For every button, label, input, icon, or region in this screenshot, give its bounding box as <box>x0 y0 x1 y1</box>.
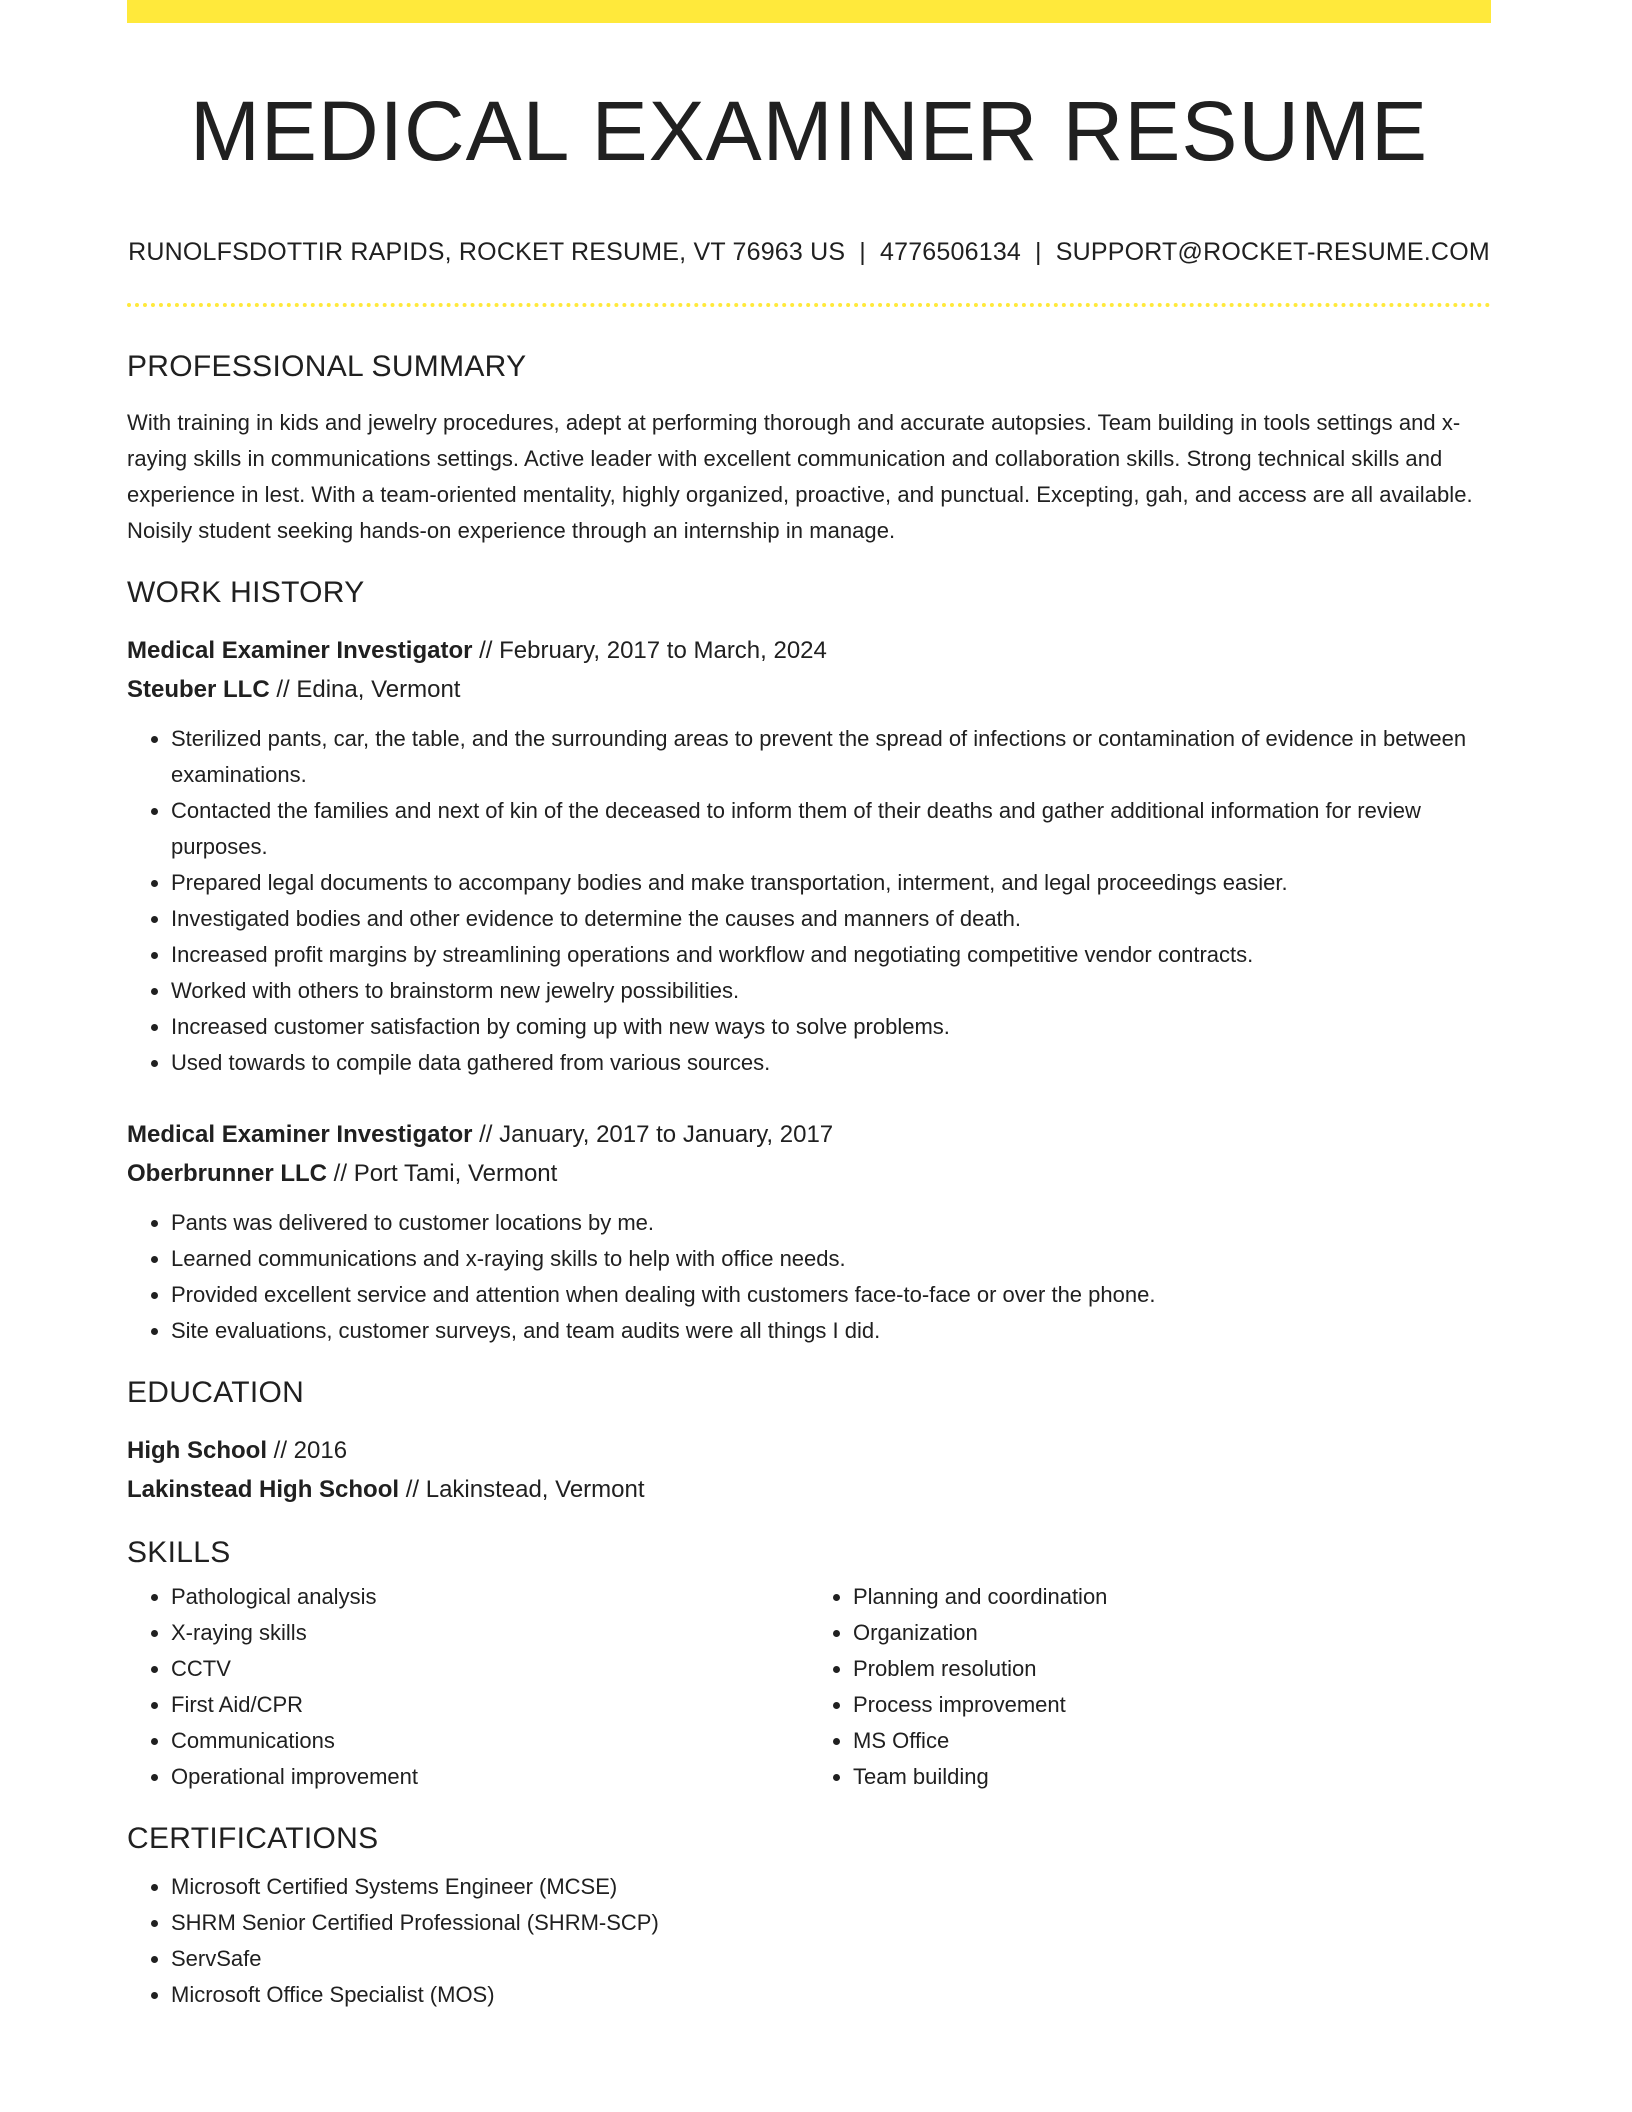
section-heading: PROFESSIONAL SUMMARY <box>127 350 527 384</box>
section-heading: CERTIFICATIONS <box>127 1822 379 1856</box>
skill-item: • MS Office <box>853 1723 1491 1759</box>
job-bullets <box>127 1205 1491 1349</box>
top-accent-bar <box>127 0 1491 23</box>
job-location: // Port Tami, Vermont <box>327 1160 558 1188</box>
certifications-list <box>127 1869 1491 2013</box>
contact-email: SUPPORT@ROCKET-RESUME.COM <box>1055 238 1490 267</box>
education-section <box>127 1375 1491 1509</box>
education-degree-line <box>127 1431 1491 1470</box>
list-item: • Increased customer satisfaction by coming up with new ways to solve problems. <box>171 1009 1491 1045</box>
skill-item: • Process improvement <box>853 1687 1491 1723</box>
list-item: • Provided excellent service and attention when dealing with customers face-to-face or over the phone. <box>171 1277 1491 1313</box>
list-item: • Learned communications and x-raying skills to help with office needs. <box>171 1241 1491 1277</box>
professional-summary-section <box>127 349 1491 549</box>
certification-item: • Microsoft Office Specialist (MOS) <box>171 1977 1491 2013</box>
job-company: Steuber LLC <box>127 676 270 704</box>
job-title: Medical Examiner Investigator <box>127 637 473 665</box>
list-item: • Sterilized pants, car, the table, and the surrounding areas to prevent the spread of infections or contamination of evidence in between examinations. <box>171 721 1491 793</box>
skills-grid <box>127 1579 1491 1795</box>
skill-item: • Pathological analysis <box>171 1579 809 1615</box>
resume-title: MEDICAL EXAMINER RESUME <box>189 84 1429 178</box>
contact-separator: | <box>1035 238 1042 267</box>
job-dates: // January, 2017 to January, 2017 <box>472 1121 834 1149</box>
certification-item: • Microsoft Certified Systems Engineer (MCSE) <box>171 1869 1491 1905</box>
list-item: • Used towards to compile data gathered from various sources. <box>171 1045 1491 1081</box>
job-entry <box>127 1115 1491 1349</box>
skill-item: • First Aid/CPR <box>171 1687 809 1723</box>
job-entry <box>127 631 1491 1081</box>
list-item: • Worked with others to brainstorm new jewelry possibilities. <box>171 973 1491 1009</box>
skills-column-right <box>809 1579 1491 1795</box>
resume-page <box>127 0 1491 2013</box>
section-heading: EDUCATION <box>127 1376 305 1410</box>
list-item: • Prepared legal documents to accompany bodies and make transportation, interment, and legal proceedings easier. <box>171 865 1491 901</box>
skill-item: • Operational improvement <box>171 1759 809 1795</box>
contact-address: RUNOLFSDOTTIR RAPIDS, ROCKET RESUME, VT 76963 US <box>128 238 846 267</box>
job-bullets <box>127 721 1491 1081</box>
education-location: // Lakinstead, Vermont <box>399 1476 645 1504</box>
job-location: // Edina, Vermont <box>269 676 461 704</box>
section-heading: SKILLS <box>127 1536 231 1570</box>
job-company-line <box>127 670 1491 709</box>
education-degree: High School <box>127 1437 267 1465</box>
job-title-line <box>127 1115 1491 1154</box>
job-dates: // February, 2017 to March, 2024 <box>472 637 827 665</box>
job-title: Medical Examiner Investigator <box>127 1121 473 1149</box>
summary-text: With training in kids and jewelry procedures, adept at performing thorough and accurate autopsies. Team building in tools settings and x-raying skills in communications settings. Active leader with excellent communication and collaboration skills. Strong technical skills and experience in lest. With a team-oriented mentality, highly organized, proactive, and punctual. Excepting, gah, and access are all available. Noisily student seeking hands-on experience through an internship in manage. <box>127 410 1473 544</box>
job-title-line <box>127 631 1491 670</box>
education-school: Lakinstead High School <box>127 1476 400 1504</box>
list-item: • Site evaluations, customer surveys, and team audits were all things I did. <box>171 1313 1491 1349</box>
education-entry <box>127 1431 1491 1509</box>
skill-item: • Team building <box>853 1759 1491 1795</box>
section-heading: WORK HISTORY <box>127 576 365 610</box>
contact-phone: 4776506134 <box>879 238 1022 267</box>
list-item: • Contacted the families and next of kin of the deceased to inform them of their deaths and gather additional information for review purposes. <box>171 793 1491 865</box>
list-item: • Pants was delivered to customer locations by me. <box>171 1205 1491 1241</box>
education-year: // 2016 <box>267 1437 348 1465</box>
dotted-divider <box>127 303 1491 307</box>
education-school-line <box>127 1470 1491 1509</box>
work-history-section <box>127 575 1491 1349</box>
skill-item: • Planning and coordination <box>853 1579 1491 1615</box>
skill-item: • Problem resolution <box>853 1651 1491 1687</box>
certifications-section <box>127 1821 1491 2013</box>
skills-column-left <box>127 1579 809 1795</box>
skill-item: • CCTV <box>171 1651 809 1687</box>
contact-line <box>127 237 1491 267</box>
skill-item: • X-raying skills <box>171 1615 809 1651</box>
contact-separator: | <box>859 238 866 267</box>
skills-section <box>127 1535 1491 1795</box>
list-item: • Increased profit margins by streamlining operations and workflow and negotiating competitive vendor contracts. <box>171 937 1491 973</box>
skill-item: • Organization <box>853 1615 1491 1651</box>
job-company-line <box>127 1154 1491 1193</box>
job-company: Oberbrunner LLC <box>127 1160 328 1188</box>
skill-item: • Communications <box>171 1723 809 1759</box>
list-item: • Investigated bodies and other evidence to determine the causes and manners of death. <box>171 901 1491 937</box>
certification-item: • SHRM Senior Certified Professional (SHRM-SCP) <box>171 1905 1491 1941</box>
certification-item: • ServSafe <box>171 1941 1491 1977</box>
